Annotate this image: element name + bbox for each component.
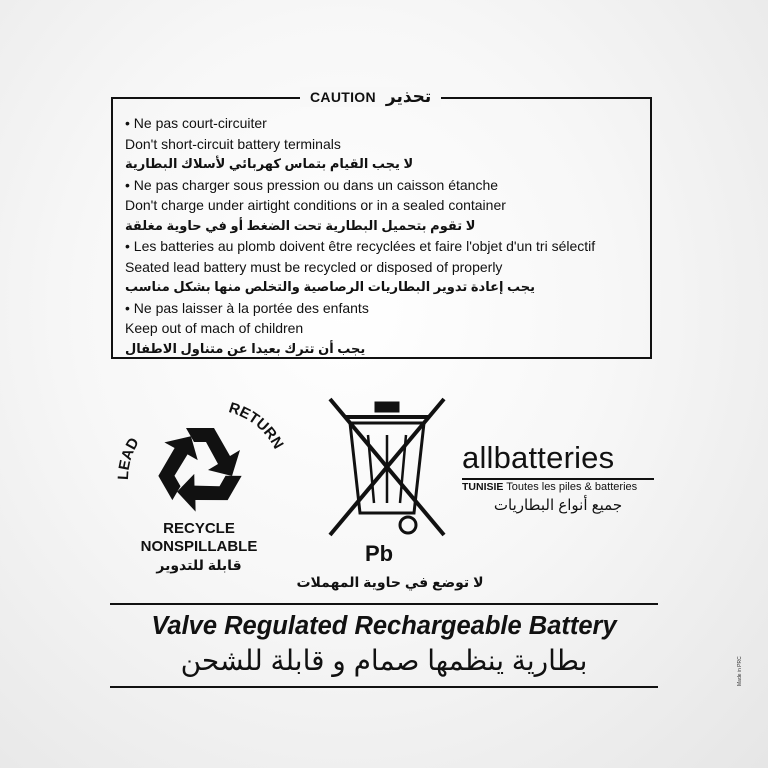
caution-line: Seated lead battery must be recycled or disposed of properly	[125, 258, 503, 275]
crossed-out-wheelie-bin-icon	[322, 395, 452, 545]
svg-text:RETURN	[227, 400, 287, 452]
caution-line: • Ne pas court-circuiter	[125, 115, 267, 131]
caution-line: • Ne pas laisser à la portée des enfants	[125, 299, 369, 316]
caution-title-en: CAUTION	[310, 89, 376, 105]
caution-line: • Ne pas charger sous pression ou dans un caisson étanche	[125, 176, 499, 193]
caution-list	[125, 113, 642, 359]
caution-line: لا يجب القيام بتماس كهربائي لأسلاك البطارية	[125, 156, 414, 171]
caution-line: • Les batteries au plomb doivent être recyclées et faire l'objet d'un tri sélectif	[125, 238, 596, 254]
recycle-arc-return: RETURN	[226, 400, 287, 452]
product-title-ar: بطارية ينظمها صمام و قابلة للشحن	[180, 645, 588, 676]
brand-name: allbatteries	[462, 440, 615, 475]
brand-divider	[462, 478, 654, 480]
title-divider-bottom	[110, 686, 658, 688]
caution-line: يجب إعادة تدوير البطاريات الرصاصية والتخلص منها بشكل مناسب	[125, 279, 536, 294]
brand-tagline-ar: جميع أنواع البطاريات	[493, 497, 623, 514]
caution-line: Don't short-circuit battery terminals	[125, 135, 341, 152]
caution-line: Keep out of mach of children	[125, 320, 304, 336]
caution-line: لا تقوم بتحميل البطارية تحت الضغط أو في حاوية مغلقة	[125, 217, 476, 233]
brand-tagline-fr: Toutes les piles & batteries	[506, 481, 638, 493]
brand-country: TUNISIE	[462, 481, 504, 493]
caution-line: يجب أن تترك بعيدا عن متناول الاطفال	[125, 340, 366, 356]
nonspillable-label: NONSPILLABLE	[140, 538, 258, 555]
brand-logo	[462, 440, 662, 476]
disposal-label-ar: لا توضع في حاوية المهملات	[296, 574, 484, 590]
brand-tagline	[462, 481, 662, 493]
made-in-label: Made in PRC	[737, 656, 743, 686]
svg-text:LEAD	[115, 435, 143, 480]
caution-box	[111, 87, 652, 359]
caution-title-ar: تحذير	[385, 87, 432, 106]
recycle-arc-lead: LEAD	[114, 434, 143, 481]
caution-line: Don't charge under airtight conditions or in a sealed container	[125, 197, 506, 213]
recycle-label-ar: قابلة للتدوير	[156, 557, 242, 573]
product-title: Valve Regulated Rechargeable Battery	[151, 612, 617, 640]
caution-heading	[300, 87, 441, 107]
title-divider-top	[110, 603, 658, 605]
recycle-label: RECYCLE	[163, 520, 235, 537]
recycle-labels	[110, 520, 288, 574]
lead-symbol: Pb	[365, 541, 394, 566]
